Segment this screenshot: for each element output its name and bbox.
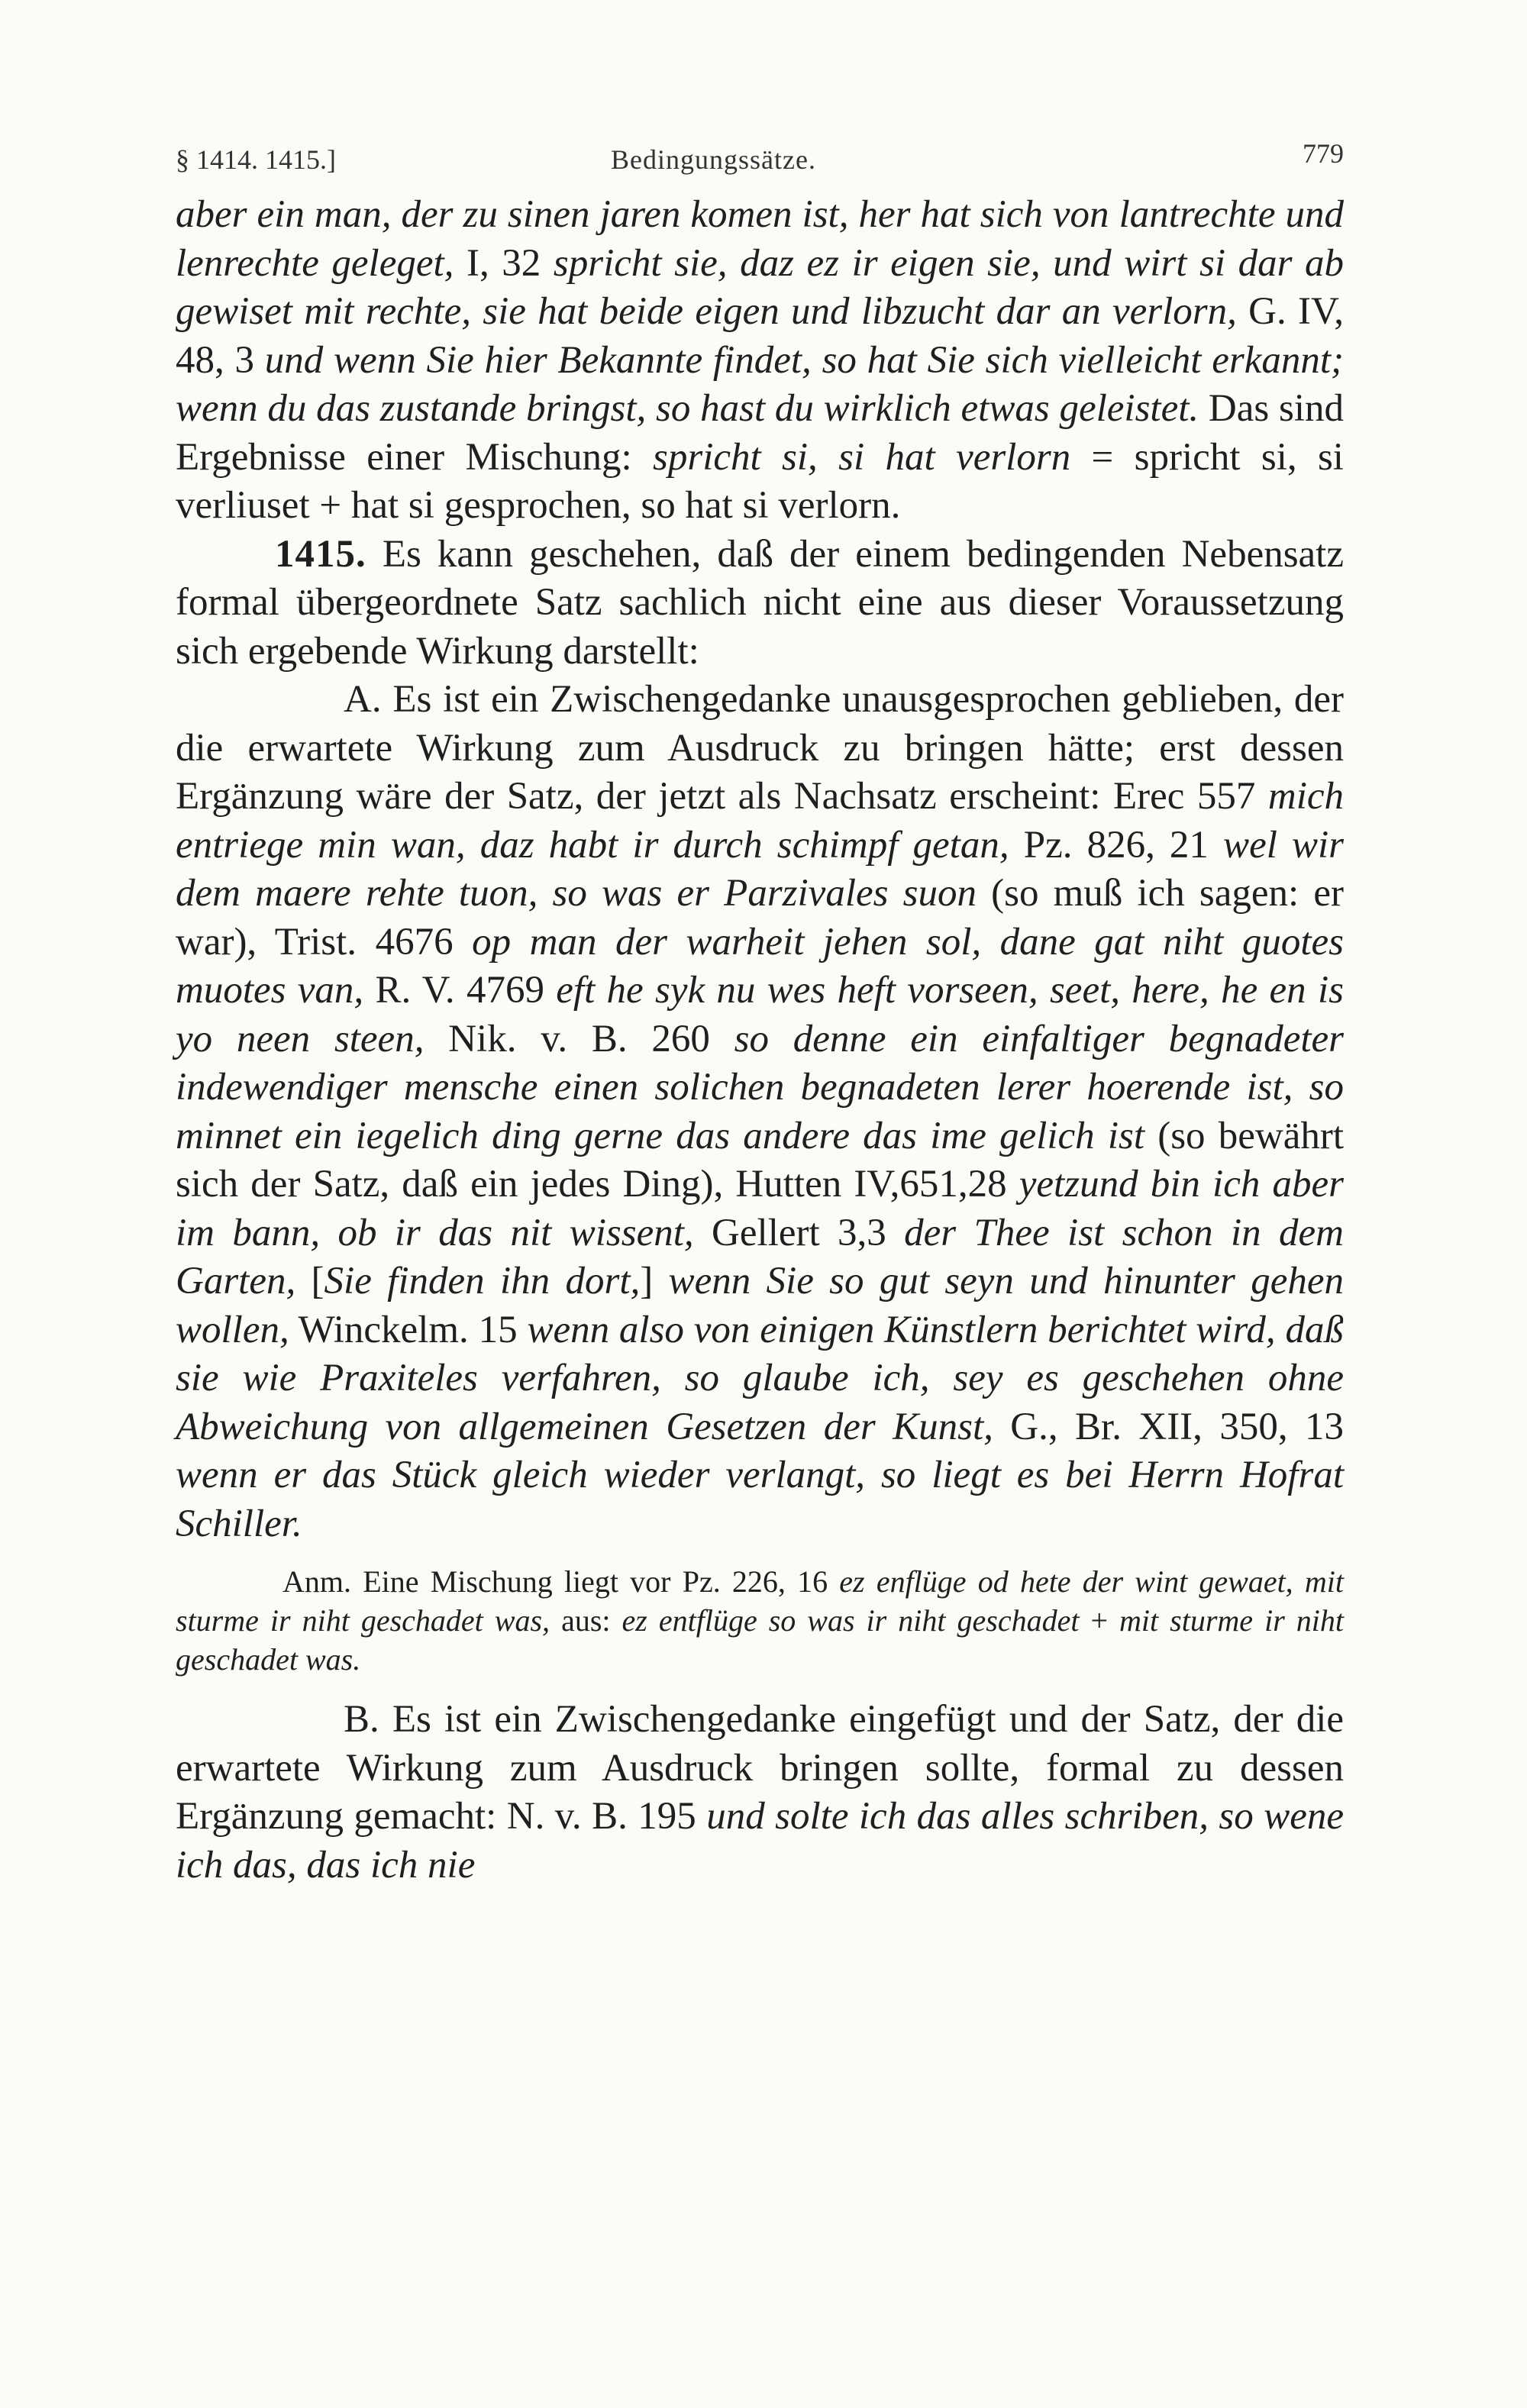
section-number: 1415. [275, 532, 366, 576]
text-run: B. Es ist ein Zwischengedanke eingefügt und der Satz, der die erwartete Wirkung zum Ausdruck bringen sollte, formal zu dessen Ergänzung gemacht: N. v. B. 195 [176, 1698, 1344, 1838]
paragraph-continuation [176, 191, 1344, 531]
italic-quote-run: der Thee ist schon in dem Garten, [176, 1211, 1344, 1302]
annotation-text [176, 1562, 1344, 1679]
italic-quote-run: und wenn Sie hier Bekannte findet, so hat Sie sich vielleicht erkannt; wenn du das zustande bringst, so hast du wirklich etwas geleistet. [176, 338, 1345, 430]
text-run: [ [295, 1260, 324, 1302]
running-header [176, 137, 1344, 191]
text-run: aus: [550, 1603, 622, 1638]
paragraph-b [176, 1696, 1344, 1890]
paragraph-a [176, 676, 1344, 1548]
section-reference: § 1414. 1415.] [176, 144, 336, 175]
paragraph-1415 [176, 531, 1344, 676]
italic-quote-run: und solte ich das alles schriben, so wene ich das, das ich nie [176, 1795, 1344, 1887]
italic-quote-run: wenn Sie so gut seyn und hinunter gehen wollen, [176, 1260, 1344, 1351]
text-run: = spricht si, si verliuset + hat si gesprochen, so hat si verlorn. [176, 435, 1344, 527]
italic-quote-run: mit sturme ir niht geschadet was. [176, 1603, 1345, 1677]
italic-quote-run: ez enflüge od hete der wint gewaet, mit sturme ir niht geschadet was, [176, 1564, 1344, 1638]
italic-quote-run: wenn also von einigen Künstlern berichtet wird, daß sie wie Praxiteles verfahren, so glaube ich, sey es geschehen ohne Abweichung von allgemeinen Gesetzen der Kunst, [176, 1308, 1344, 1448]
italic-quote-run: so denne ein einfaltiger begnadeter indewendiger mensche einen solichen begnadeten lerer hoerende ist, so minnet ein iegelich ding gerne das andere das ime gelich ist [176, 1017, 1344, 1157]
text-run: Winckelm. 15 [289, 1308, 528, 1351]
text-run: Das sind Ergebnisse einer Mischung: [176, 387, 1344, 479]
text-run: Anm. Eine Mischung liegt vor Pz. 226, 16 [282, 1564, 840, 1599]
book-page [176, 137, 1344, 1890]
text-run: Nik. v. B. 260 [424, 1017, 734, 1060]
text-run: A. Es ist ein Zwischengedanke unausgesprochen geblieben, der die erwartete Wirkung zum Ausdruck zu bringen hätte; erst dessen Ergänzung wäre der Satz, der jetzt als Nachsatz erscheint: Erec 557 [176, 678, 1344, 818]
italic-quote-run: eft he syk nu wes heft vorseen, seet, here, he en is yo neen steen, [176, 969, 1344, 1060]
running-title: Bedingungssätze. [611, 144, 816, 175]
italic-quote-run: ez entflüge so was ir niht geschadet [621, 1603, 1080, 1638]
italic-quote-run: yetzund bin ich aber im bann, ob ir das nit wissent, [176, 1163, 1345, 1254]
italic-quote-run: Sie finden ihn dort, [324, 1260, 641, 1302]
text-run: G., Br. XII, 350, 13 [993, 1405, 1344, 1448]
body-text [176, 191, 1344, 1548]
text-run: Es kann geschehen, daß der einem bedingenden Nebensatz formal übergeordnete Satz sachlich nicht eine aus dieser Voraussetzung sich ergebende Wirkung darstellt: [176, 532, 1344, 673]
italic-quote-run: wel wir dem maere rehte tuon, so was er Parzivales suon [176, 823, 1345, 915]
annotation-note [176, 1562, 1344, 1679]
italic-quote-run: op man der warheit jehen sol, dane gat niht guotes muotes van, [176, 920, 1344, 1012]
text-run: R. V. 4769 [363, 969, 557, 1012]
italic-quote-run: mich entriege min wan, daz habt ir durch schimpf getan, [176, 775, 1344, 867]
text-run: + [1079, 1603, 1120, 1638]
italic-quote-run: aber ein man, der zu sinen jaren komen ist, her hat sich von lantrechte und lenrechte geleget, [176, 193, 1344, 285]
text-run: I, 32 [454, 241, 554, 285]
italic-quote-run: spricht si, si hat verlorn [653, 435, 1071, 479]
body-text-continued [176, 1696, 1344, 1890]
text-run: (so muß ich sagen: er war), Trist. 4676 [176, 872, 1345, 964]
text-run: G. IV, 48, 3 [176, 290, 1344, 382]
page-number: 779 [1303, 138, 1344, 169]
italic-quote-run: wenn er das Stück gleich wieder verlangt, so liegt es bei Herrn Hofrat Schiller. [176, 1454, 1344, 1545]
text-run: ] [640, 1260, 669, 1302]
text-run: Pz. 826, 21 [1009, 823, 1224, 867]
text-run: (so bewährt sich der Satz, daß ein jedes Ding), Hutten IV,651,28 [176, 1114, 1344, 1206]
italic-quote-run: spricht sie, daz ez ir eigen sie, und wirt si dar ab gewiset mit rechte, sie hat beide eigen und libzucht dar an verlorn, [176, 241, 1344, 333]
text-run: Gellert 3,3 [693, 1211, 905, 1254]
